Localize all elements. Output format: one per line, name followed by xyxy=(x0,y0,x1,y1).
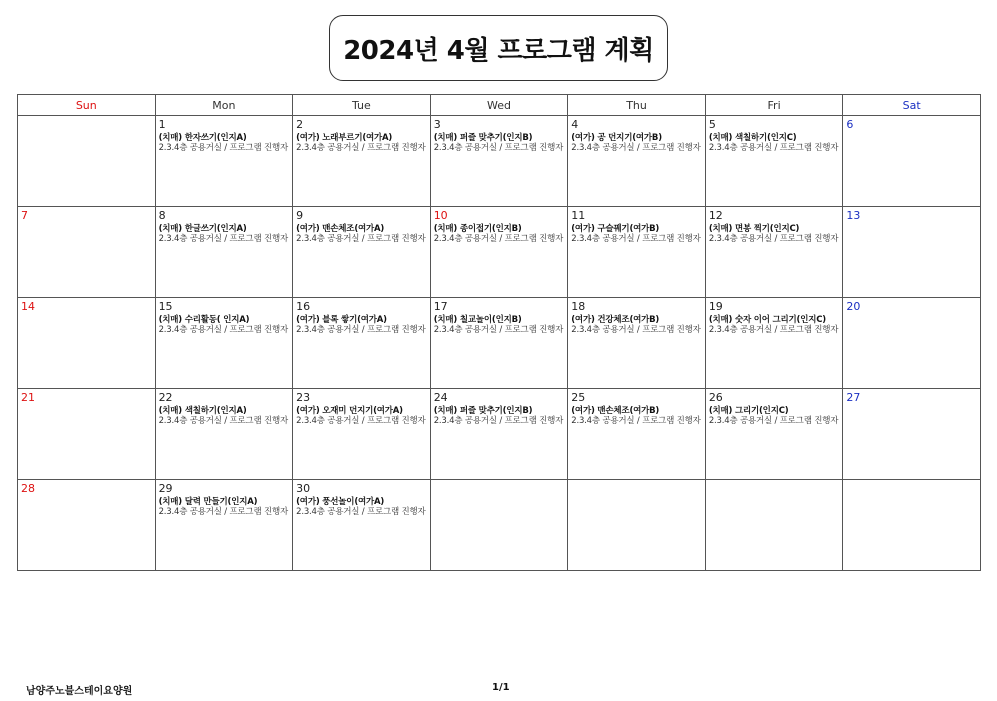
program-name: (치매) 한글쓰기(인지A) xyxy=(158,224,247,234)
program-name: (여가) 건강체조(여가B) xyxy=(571,315,660,325)
program-location: 2.3.4층 공용거실 / 프로그램 진행자 xyxy=(708,416,839,426)
day-number: 29 xyxy=(158,482,173,495)
program-name: (치매) 퍼즐 맞추기(인지B) xyxy=(433,133,533,143)
calendar-day-cell xyxy=(293,298,431,389)
program-name: (여가) 구슬꿰기(여가B) xyxy=(571,224,660,234)
calendar-day-cell xyxy=(430,207,568,298)
program-name: (치매) 면봉 찍기(인지C) xyxy=(708,224,800,234)
program-location: 2.3.4층 공용거실 / 프로그램 진행자 xyxy=(571,325,701,335)
weekday-fri: Fri xyxy=(705,95,843,116)
calendar-week-row xyxy=(18,480,981,571)
day-number: 26 xyxy=(708,391,723,404)
calendar-day-cell xyxy=(705,480,843,571)
calendar-day-cell xyxy=(430,480,568,571)
calendar-day-cell xyxy=(705,207,843,298)
program-name: (치매) 그리기(인지C) xyxy=(708,406,789,416)
program-name: (여가) 맨손체조(여가B) xyxy=(571,406,660,416)
program-name: (여가) 블록 쌓기(여가A) xyxy=(296,315,387,325)
day-number: 12 xyxy=(708,209,723,222)
day-number: 1 xyxy=(158,118,166,131)
program-location: 2.3.4층 공용거실 / 프로그램 진행자 xyxy=(571,234,701,244)
calendar-day-cell xyxy=(18,480,156,571)
day-number: 9 xyxy=(296,209,304,222)
day-number: 11 xyxy=(571,209,586,222)
program-name: (치매) 퍼즐 맞추기(인지B) xyxy=(433,406,533,416)
program-name: (여가) 노래부르기(여가A) xyxy=(296,133,393,143)
program-location: 2.3.4층 공용거실 / 프로그램 진행자 xyxy=(433,143,564,153)
weekday-tue: Tue xyxy=(293,95,431,116)
program-name: (치매) 색칠하기(인지A) xyxy=(158,406,247,416)
footer-page-number: 1/1 xyxy=(492,682,510,693)
calendar-day-cell xyxy=(568,116,706,207)
weekday-header-row xyxy=(18,95,981,116)
program-location: 2.3.4층 공용거실 / 프로그램 진행자 xyxy=(296,507,426,517)
program-location: 2.3.4층 공용거실 / 프로그램 진행자 xyxy=(433,325,564,335)
calendar-day-cell xyxy=(18,389,156,480)
calendar-week-row xyxy=(18,116,981,207)
calendar-day-cell xyxy=(568,298,706,389)
calendar-day-cell xyxy=(155,207,293,298)
day-number: 14 xyxy=(21,300,35,313)
day-number: 18 xyxy=(571,300,586,313)
calendar-week-row xyxy=(18,298,981,389)
calendar-day-cell xyxy=(568,207,706,298)
footer-organization: 남양주노블스테이요양원 xyxy=(26,686,133,697)
calendar-week-row xyxy=(18,207,981,298)
calendar-day-cell xyxy=(293,480,431,571)
day-number: 2 xyxy=(296,118,304,131)
day-number: 3 xyxy=(433,118,441,131)
day-number: 28 xyxy=(21,482,35,495)
weekday-wed: Wed xyxy=(430,95,568,116)
day-number: 8 xyxy=(158,209,166,222)
day-number: 23 xyxy=(296,391,311,404)
day-number: 27 xyxy=(846,391,861,404)
page-title: 2024년 4월 프로그램 계획 xyxy=(329,15,668,81)
program-name: (여가) 풍선놀이(여가A) xyxy=(296,497,385,507)
program-name: (치매) 종이접기(인지B) xyxy=(433,224,522,234)
calendar-day-cell xyxy=(705,389,843,480)
day-number: 5 xyxy=(708,118,716,131)
calendar-day-cell xyxy=(843,116,981,207)
program-location: 2.3.4층 공용거실 / 프로그램 진행자 xyxy=(571,416,701,426)
program-location: 2.3.4층 공용거실 / 프로그램 진행자 xyxy=(158,325,288,335)
program-location: 2.3.4층 공용거실 / 프로그램 진행자 xyxy=(158,507,288,517)
calendar-day-cell xyxy=(155,389,293,480)
program-name: (치매) 칠교놀이(인지B) xyxy=(433,315,522,325)
day-number: 16 xyxy=(296,300,311,313)
calendar-day-cell xyxy=(430,389,568,480)
calendar-day-cell xyxy=(843,389,981,480)
program-location: 2.3.4층 공용거실 / 프로그램 진행자 xyxy=(708,143,839,153)
program-name: (치매) 수리활동( 인지A) xyxy=(158,315,250,325)
program-location: 2.3.4층 공용거실 / 프로그램 진행자 xyxy=(158,143,288,153)
program-name: (치매) 숫자 이어 그리기(인지C) xyxy=(708,315,826,325)
day-number: 25 xyxy=(571,391,586,404)
day-number: 20 xyxy=(846,300,861,313)
calendar-day-cell xyxy=(293,116,431,207)
day-number: 15 xyxy=(158,300,173,313)
program-name: (여가) 오재미 던지기(여가A) xyxy=(296,406,403,416)
program-name: (여가) 공 던지기(여가B) xyxy=(571,133,662,143)
calendar-day-cell xyxy=(568,480,706,571)
program-location: 2.3.4층 공용거실 / 프로그램 진행자 xyxy=(296,325,426,335)
program-location: 2.3.4층 공용거실 / 프로그램 진행자 xyxy=(158,416,288,426)
calendar-day-cell xyxy=(18,116,156,207)
day-number: 21 xyxy=(21,391,35,404)
program-name: (치매) 한자쓰기(인지A) xyxy=(158,133,247,143)
day-number: 6 xyxy=(846,118,854,131)
weekday-mon: Mon xyxy=(155,95,293,116)
calendar-day-cell xyxy=(293,207,431,298)
program-name: (여가) 맨손체조(여가A) xyxy=(296,224,385,234)
day-number: 4 xyxy=(571,118,579,131)
calendar-day-cell xyxy=(843,480,981,571)
program-location: 2.3.4층 공용거실 / 프로그램 진행자 xyxy=(433,416,564,426)
calendar-day-cell xyxy=(293,389,431,480)
calendar-day-cell xyxy=(155,298,293,389)
program-location: 2.3.4층 공용거실 / 프로그램 진행자 xyxy=(433,234,564,244)
program-location: 2.3.4층 공용거실 / 프로그램 진행자 xyxy=(708,234,839,244)
weekday-thu: Thu xyxy=(568,95,706,116)
day-number: 17 xyxy=(433,300,448,313)
calendar-day-cell xyxy=(155,116,293,207)
program-location: 2.3.4층 공용거실 / 프로그램 진행자 xyxy=(296,234,426,244)
day-number: 7 xyxy=(21,209,28,222)
weekday-sat: Sat xyxy=(843,95,981,116)
day-number: 22 xyxy=(158,391,173,404)
calendar-day-cell xyxy=(155,480,293,571)
program-location: 2.3.4층 공용거실 / 프로그램 진행자 xyxy=(158,234,288,244)
program-location: 2.3.4층 공용거실 / 프로그램 진행자 xyxy=(296,416,426,426)
calendar-week-row xyxy=(18,389,981,480)
program-name: (치매) 색칠하기(인지C) xyxy=(708,133,797,143)
program-location: 2.3.4층 공용거실 / 프로그램 진행자 xyxy=(708,325,839,335)
calendar-day-cell xyxy=(568,389,706,480)
calendar-table xyxy=(17,94,981,571)
calendar-day-cell xyxy=(18,207,156,298)
calendar-day-cell xyxy=(430,116,568,207)
calendar-day-cell xyxy=(705,116,843,207)
calendar-day-cell xyxy=(430,298,568,389)
day-number: 30 xyxy=(296,482,311,495)
calendar-day-cell xyxy=(705,298,843,389)
calendar-day-cell xyxy=(843,207,981,298)
program-name: (치매) 달력 만들기(인지A) xyxy=(158,497,258,507)
day-number: 10 xyxy=(433,209,448,222)
day-number: 24 xyxy=(433,391,448,404)
program-location: 2.3.4층 공용거실 / 프로그램 진행자 xyxy=(571,143,701,153)
calendar-day-cell xyxy=(843,298,981,389)
weekday-sun: Sun xyxy=(18,95,156,116)
day-number: 19 xyxy=(708,300,723,313)
calendar-day-cell xyxy=(18,298,156,389)
program-location: 2.3.4층 공용거실 / 프로그램 진행자 xyxy=(296,143,426,153)
day-number: 13 xyxy=(846,209,861,222)
